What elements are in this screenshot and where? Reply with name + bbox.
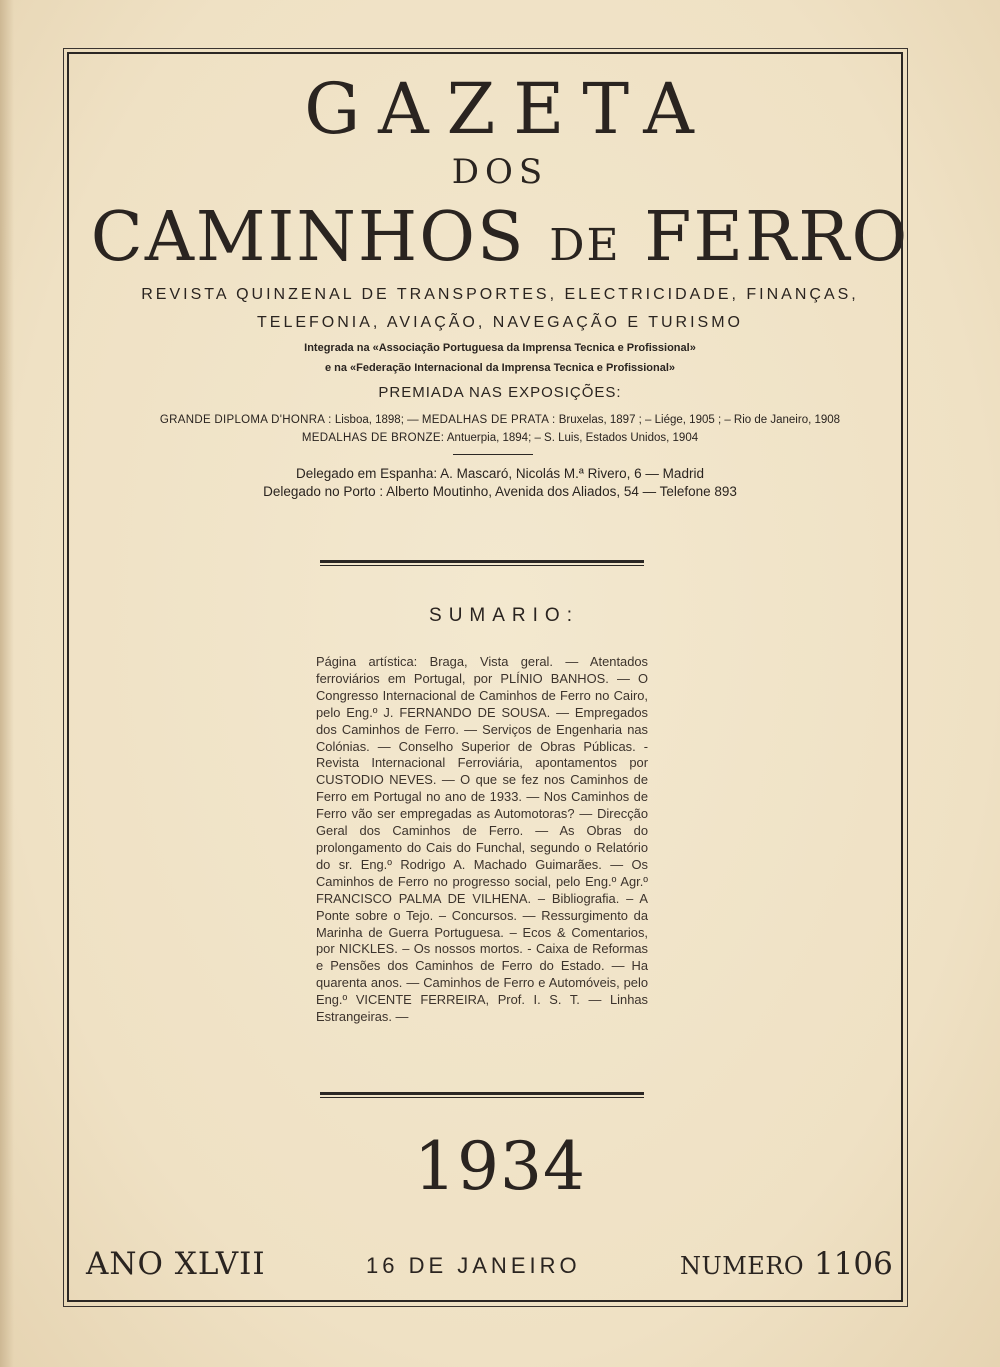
issue-number: [680, 1246, 893, 1282]
issue-number-value: 1106: [813, 1246, 893, 1282]
integrada-line-2: e na «Federação Internacional da Imprensa Tecnica e Profissional»: [324, 362, 676, 374]
premiada-heading: PREMIADA NAS EXPOSIÇÕES:: [378, 384, 622, 401]
issue-number-label: NUMERO: [680, 1252, 805, 1280]
delegado-espanha: Delegado em Espanha: A. Mascaró, Nicolás M.ª Rivero, 6 — Madrid: [296, 466, 704, 481]
sumario-heading: SUMARIO:: [429, 605, 579, 626]
divider-double-top: [320, 560, 644, 566]
masthead-gazeta: GAZETA: [304, 68, 712, 150]
masthead-de: DE: [549, 220, 621, 271]
sumario-body: Página artística: Braga, Vista geral. — Atentados ferroviários em Portugal, por PLÍNIO BANHOS. — O Congresso Internacional de Caminhos de Ferro no Cairo, pelo Eng.º J. FERNANDO DE SOUSA. — Empregados dos Caminhos de Ferro. — Serviços de Engenharia nas Colónias. — Conselho Superior de Obras Públicas. - Revista Internacional Ferroviária, apontamentos por CUSTODIO NEVES. — O que se fez nos Caminhos de Ferro em Portugal no ano de 1933. — Nos Caminhos de Ferro vão ser empregadas as Automotoras? — Direcção Geral dos Caminhos de Ferro. — As Obras do prolongamento do Cais do Funchal, segundo o Relatório do sr. Eng.º Rodrigo A. Machado Guimarães. — Os Caminhos de Ferro no progresso social, pelo Eng.º Agr.º FRANCISCO PALMA DE VILHENA. – Bibliografia. – A Ponte sobre o Tejo. – Concursos. — Ressurgimento da Marinha de Guerra Portuguesa. – Ecos & Comentarios, por NICKLES. – Os nossos mortos. - Caixa de Reformas e Pensões dos Caminhos de Ferro do Estado. — Ha quarenta anos. — Caminhos de Ferro e Automóveis, pelo Eng.º VICENTE FERREIRA, Prof. I. S. T. — Linhas Estrangeiras. —: [316, 654, 648, 1025]
delegado-porto: Delegado no Porto : Alberto Moutinho, Avenida dos Aliados, 54 — Telefone 893: [263, 484, 737, 499]
medal-text-prata: Bruxelas, 1897 ; – Liége, 1905 ; – Rio de Janeiro, 1908: [558, 414, 841, 426]
masthead-ferro: FERRO: [644, 198, 910, 277]
medal-text-diploma: Lisboa, 1898; —: [334, 414, 419, 426]
issue-year: 1934: [414, 1128, 586, 1205]
medal-label-diploma: GRANDE DIPLOMA D'HONRA :: [159, 414, 332, 426]
masthead-caminhos-de-ferro: [0, 198, 1000, 277]
medal-label-bronze: MEDALHAS DE BRONZE:: [301, 432, 445, 444]
subtitle-line-1: REVISTA QUINZENAL DE TRANSPORTES, ELECTRICIDADE, FINANÇAS,: [141, 286, 859, 303]
medals-line-1: [0, 414, 1000, 426]
integrada-line-1: Integrada na «Associação Portuguesa da Imprensa Tecnica e Profissional»: [304, 342, 696, 354]
subtitle-line-2: TELEFONIA, AVIAÇÃO, NAVEGAÇÃO E TURISMO: [257, 314, 743, 331]
divider-double-bottom: [320, 1092, 644, 1098]
masthead-caminhos: CAMINHOS: [90, 198, 526, 277]
medals-line-2: [0, 432, 1000, 444]
issue-date: 16 DE JANEIRO: [366, 1253, 581, 1278]
issue-ano: ANO XLVII: [86, 1246, 266, 1282]
medal-text-bronze: Antuerpia, 1894; – S. Luis, Estados Unidos, 1904: [446, 432, 699, 444]
divider-short: [453, 454, 533, 455]
masthead-dos: DOS: [451, 152, 549, 192]
medal-label-prata: MEDALHAS DE PRATA :: [421, 414, 556, 426]
